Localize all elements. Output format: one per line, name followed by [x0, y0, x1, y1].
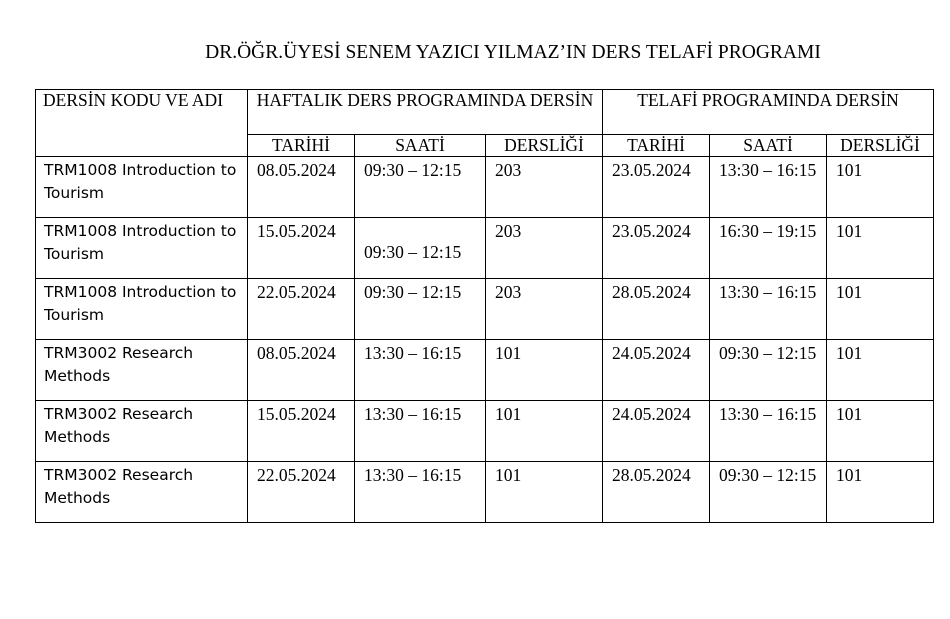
makeup-date-cell: 23.05.2024: [603, 157, 710, 218]
table-row: [36, 157, 934, 218]
makeup-room-header: DERSLİĞİ: [827, 135, 934, 157]
makeup-schedule-table: [35, 89, 934, 523]
weekly-room-cell: 101: [486, 401, 603, 462]
makeup-date-cell: 28.05.2024: [603, 279, 710, 340]
weekly-date-header: TARİHİ: [248, 135, 355, 157]
makeup-room-cell: 101: [827, 340, 934, 401]
weekly-time-cell: 13:30 – 16:15: [355, 340, 486, 401]
course-cell: TRM1008 Introduction to Tourism: [36, 218, 248, 279]
table-row: [36, 279, 934, 340]
weekly-date-cell: 15.05.2024: [248, 401, 355, 462]
weekly-time-cell: 13:30 – 16:15: [355, 462, 486, 523]
makeup-room-cell: 101: [827, 157, 934, 218]
weekly-time-cell: 09:30 – 12:15: [355, 279, 486, 340]
makeup-time-header: SAATİ: [710, 135, 827, 157]
header-row-top: [36, 90, 934, 135]
weekly-room-cell: 203: [486, 279, 603, 340]
weekly-time-cell: 09:30 – 12:15: [355, 218, 486, 279]
makeup-time-cell: 16:30 – 19:15: [710, 218, 827, 279]
makeup-time-cell: 13:30 – 16:15: [710, 279, 827, 340]
weekly-room-header: DERSLİĞİ: [486, 135, 603, 157]
makeup-time-cell: 13:30 – 16:15: [710, 401, 827, 462]
weekly-date-cell: 08.05.2024: [248, 157, 355, 218]
course-cell: TRM3002 Research Methods: [36, 462, 248, 523]
weekly-room-cell: 203: [486, 218, 603, 279]
weekly-time-cell: 09:30 – 12:15: [355, 157, 486, 218]
makeup-time-cell: 09:30 – 12:15: [710, 462, 827, 523]
makeup-room-cell: 101: [827, 401, 934, 462]
course-cell: TRM3002 Research Methods: [36, 401, 248, 462]
makeup-date-cell: 28.05.2024: [603, 462, 710, 523]
weekly-date-cell: 22.05.2024: [248, 279, 355, 340]
course-cell: TRM3002 Research Methods: [36, 340, 248, 401]
table-row: [36, 401, 934, 462]
makeup-room-cell: 101: [827, 218, 934, 279]
makeup-date-cell: 24.05.2024: [603, 340, 710, 401]
weekly-date-cell: 22.05.2024: [248, 462, 355, 523]
table-row: [36, 218, 934, 279]
makeup-room-cell: 101: [827, 279, 934, 340]
table-row: [36, 340, 934, 401]
course-header: DERSİN KODU VE ADI: [36, 90, 248, 157]
weekly-room-cell: 101: [486, 340, 603, 401]
weekly-program-header: HAFTALIK DERS PROGRAMINDA DERSİN: [248, 90, 603, 135]
makeup-date-cell: 24.05.2024: [603, 401, 710, 462]
weekly-time-cell: 13:30 – 16:15: [355, 401, 486, 462]
document-title: DR.ÖĞR.ÜYESİ SENEM YAZICI YILMAZ’IN DERS TELAFİ PROGRAMI: [205, 42, 821, 63]
weekly-room-cell: 203: [486, 157, 603, 218]
makeup-date-header: TARİHİ: [603, 135, 710, 157]
table-row: [36, 462, 934, 523]
weekly-date-cell: 08.05.2024: [248, 340, 355, 401]
makeup-program-header: TELAFİ PROGRAMINDA DERSİN: [603, 90, 934, 135]
course-cell: TRM1008 Introduction to Tourism: [36, 279, 248, 340]
makeup-time-cell: 09:30 – 12:15: [710, 340, 827, 401]
makeup-room-cell: 101: [827, 462, 934, 523]
weekly-time-header: SAATİ: [355, 135, 486, 157]
makeup-time-cell: 13:30 – 16:15: [710, 157, 827, 218]
course-cell: TRM1008 Introduction to Tourism: [36, 157, 248, 218]
makeup-date-cell: 23.05.2024: [603, 218, 710, 279]
weekly-room-cell: 101: [486, 462, 603, 523]
weekly-date-cell: 15.05.2024: [248, 218, 355, 279]
